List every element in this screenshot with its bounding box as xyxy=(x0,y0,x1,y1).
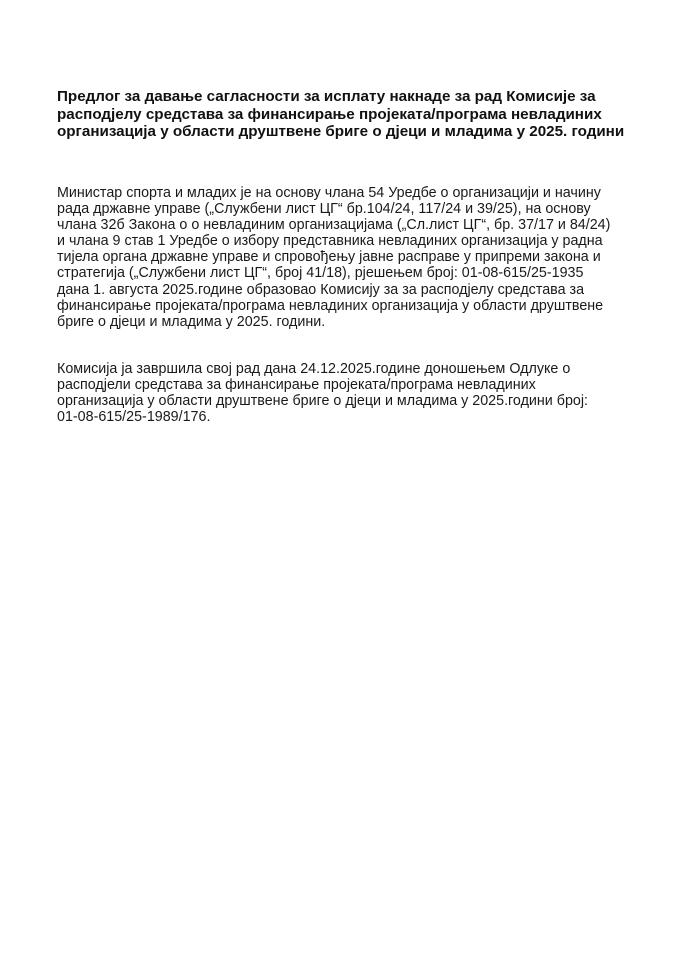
paragraph-line: стратегија („Службени лист ЦГ“, број 41/18), рјешењем број: 01-08-615/25-1935 xyxy=(57,265,584,282)
paragraph-line: Комисија ја завршила свој рад дана 24.12.2025.године доношењем Одлуке о xyxy=(57,361,571,377)
paragraph-line: 01-08-615/25-1989/176. xyxy=(57,409,211,426)
paragraph-line: дана 1. августа 2025.године образовао Комисију за за расподјелу средстава за xyxy=(57,281,585,298)
title-line: Предлог за давање сагласности за исплату накнаде за рад Комисије за xyxy=(57,88,596,105)
paragraph-line: рада државне управе („Службени лист ЦГ“ бр.104/24, 117/24 и 39/25), на основу xyxy=(57,201,591,218)
document-title xyxy=(57,88,637,141)
paragraph-line: Министар спорта и младих је на основу члана 54 Уредбе о организацији и начину xyxy=(57,185,601,201)
paragraph-line: и члана 9 став 1 Уредбе о избору представника невладиних организација у радна xyxy=(57,233,603,250)
paragraph-commission-formation xyxy=(57,185,637,330)
paragraph-line: финансирање пројеката/програма невладиних организација у области друштвене xyxy=(57,297,604,314)
title-line: организација у области друштвене бриге о дјеци и младима у 2025. години xyxy=(57,123,625,141)
title-line: расподјелу средстава за финансирање пројеката/програма невладиних xyxy=(57,105,602,123)
paragraph-line: бриге о дјеци и младима у 2025. години. xyxy=(57,313,326,330)
paragraph-line: тијела органа државне управе и спровођењу јавне расправе у припреми закона и xyxy=(57,249,601,266)
paragraph-commission-completion xyxy=(57,361,637,425)
paragraph-line: расподјели средстава за финансирање пројеката/програма невладиних xyxy=(57,377,536,394)
paragraph-line: члана 32б Закона о о невладиним организацијама („Сл.лист ЦГ“, бр. 37/17 и 84/24) xyxy=(57,217,611,234)
paragraph-line: организација у области друштвене бриге о дјеци и младима у 2025.години број: xyxy=(57,393,588,410)
